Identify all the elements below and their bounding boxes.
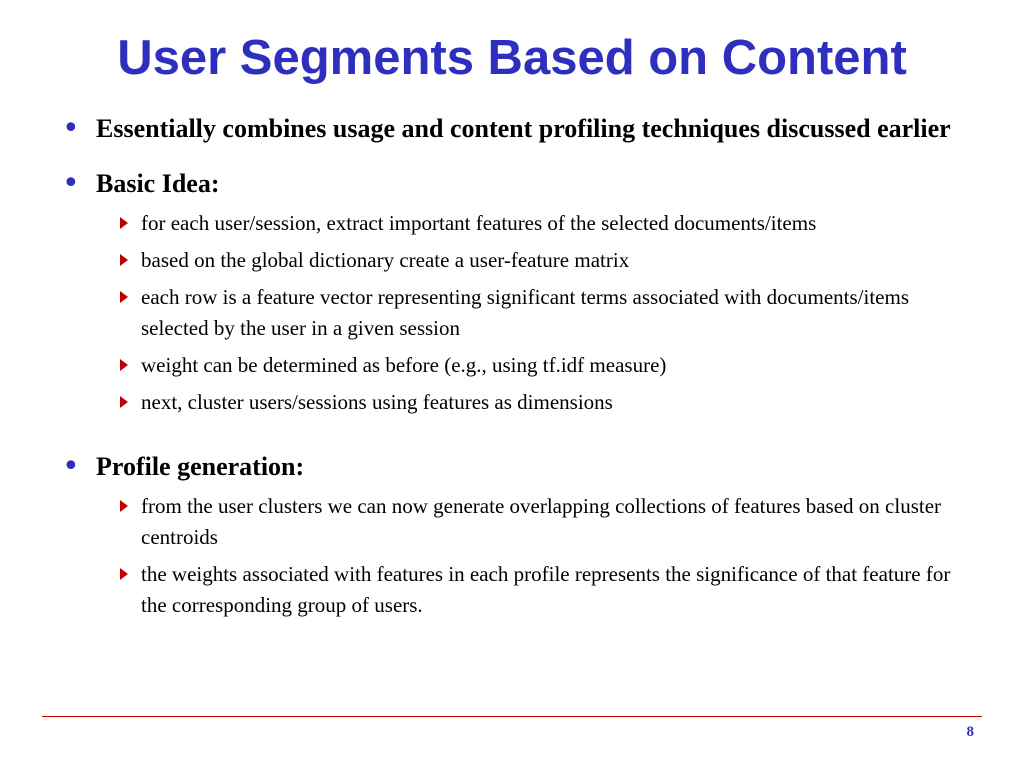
bullet-basic-idea: [62, 165, 962, 418]
triangle-right-icon: [120, 254, 128, 266]
triangle-right-icon: [120, 396, 128, 408]
slide-body: [62, 110, 962, 627]
sub-bullet-text: the weights associated with features in each profile represents the significance of that feature for the corresponding group of users.: [141, 562, 951, 617]
sub-bullet-list: [96, 208, 962, 418]
sub-bullet: [96, 208, 962, 239]
bullet-profile-generation: [62, 448, 962, 621]
sub-bullet-text: next, cluster users/sessions using features as dimensions: [141, 390, 613, 414]
footer-divider: [42, 716, 982, 717]
bullet-dot-icon: •: [62, 111, 80, 146]
sub-bullet-text: based on the global dictionary create a user-feature matrix: [141, 248, 630, 272]
sub-bullet: [96, 559, 962, 621]
bullet-text: Basic Idea:: [96, 169, 220, 198]
triangle-right-icon: [120, 291, 128, 303]
bullet-usage-content: [62, 110, 962, 147]
bullet-dot-icon: •: [62, 449, 80, 484]
sub-bullet-text: for each user/session, extract important features of the selected documents/items: [141, 211, 817, 235]
sub-bullet-text: from the user clusters we can now generate overlapping collections of features based on cluster centroids: [141, 494, 942, 549]
bullet-text: Essentially combines usage and content profiling techniques discussed earlier: [96, 114, 951, 143]
triangle-right-icon: [120, 500, 128, 512]
sub-bullet: [96, 282, 962, 344]
bullet-dot-icon: •: [62, 166, 80, 201]
triangle-right-icon: [120, 568, 128, 580]
sub-bullet: [96, 491, 962, 553]
page-number: 8: [966, 724, 974, 740]
sub-bullet-text: weight can be determined as before (e.g., using tf.idf measure): [141, 353, 667, 377]
triangle-right-icon: [120, 217, 128, 229]
triangle-right-icon: [120, 359, 128, 371]
sub-bullet-list: [96, 491, 962, 621]
slide-title: User Segments Based on Content: [117, 31, 907, 85]
sub-bullet: [96, 387, 962, 418]
sub-bullet: [96, 350, 962, 381]
bullet-text: Profile generation:: [96, 452, 305, 481]
sub-bullet: [96, 245, 962, 276]
sub-bullet-text: each row is a feature vector representing significant terms associated with documents/items selected by the user in a given session: [141, 285, 909, 340]
